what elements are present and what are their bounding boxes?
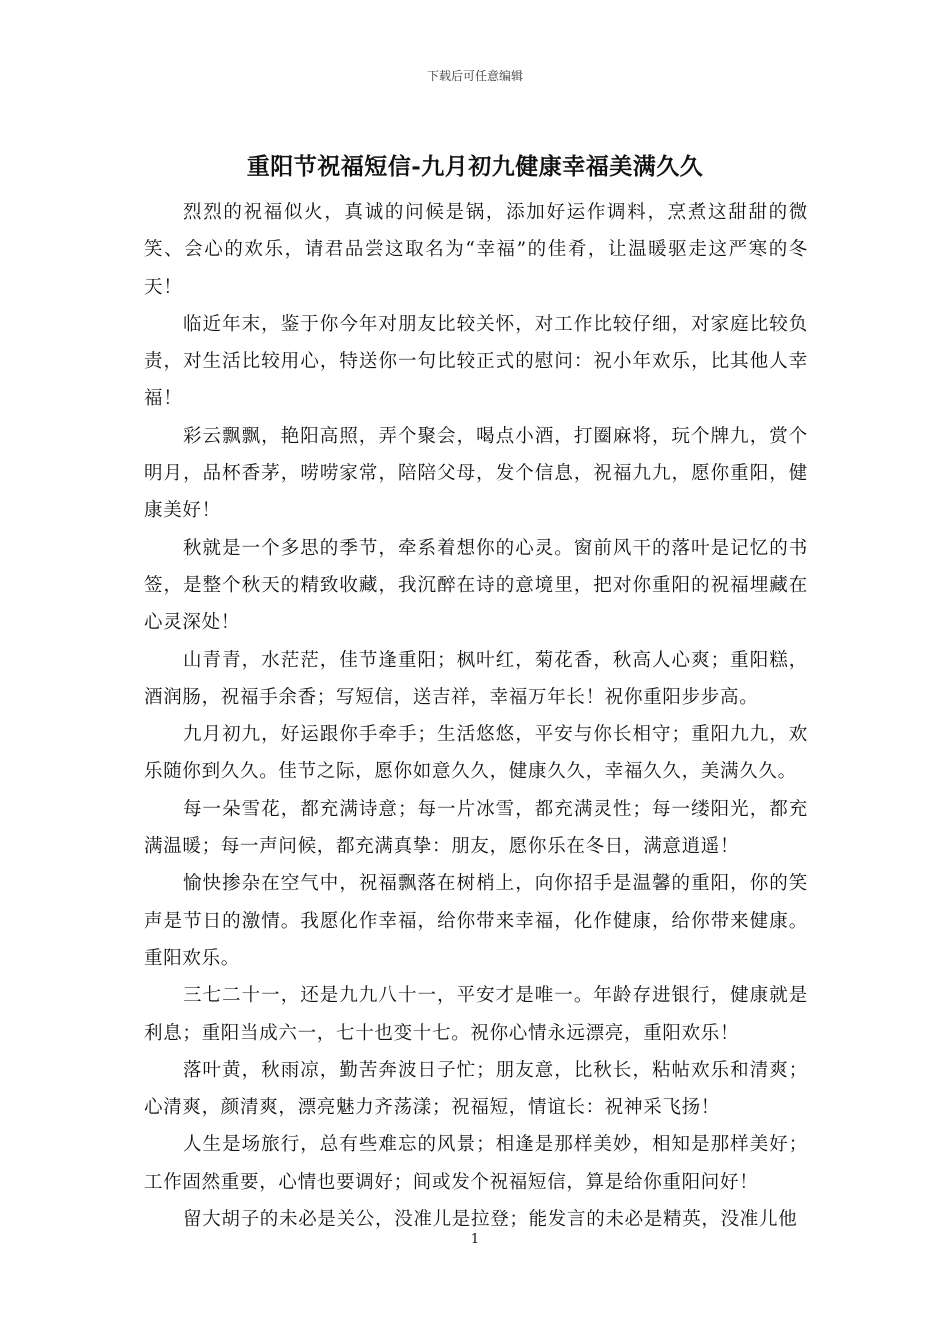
paragraph-9: 三七二十一，还是九九八十一，平安才是唯一。年龄存进银行，健康就是利息；重阳当成六一，七十也变十七。祝你心情永远漂亮，重阳欢乐！ [144,985,808,1044]
paragraph-5: 山青青，水茫茫，佳节逢重阳；枫叶红，菊花香，秋高人心爽；重阳糕，酒润肠，祝福手余香；写短信，送吉祥，幸福万年长！祝你重阳步步高。 [144,649,808,708]
paragraph-10: 落叶黄，秋雨凉，勤苦奔波日子忙；朋友意，比秋长，粘帖欢乐和清爽；心清爽，颜清爽，漂亮魅力齐荡漾；祝福短，情谊长：祝神采飞扬！ [144,1059,808,1119]
paragraph-12: 留大胡子的未必是关公，没准儿是拉登；能发言的未必是精英，没准儿他 [183,1209,798,1231]
paragraph-2: 临近年末，鉴于你今年对朋友比较关怀，对工作比较仔细，对家庭比较负责，对生活比较用心，特送你一句比较正式的慰问：祝小年欢乐，比其他人幸福！ [144,313,808,410]
paragraph-11: 人生是场旅行，总有些难忘的风景；相逢是那样美妙，相知是那样美好；工作固然重要，心情也要调好；间或发个祝福短信，算是给你重阳问好！ [144,1134,808,1193]
paragraph-7: 每一朵雪花，都充满诗意；每一片冰雪，都充满灵性；每一缕阳光，都充满温暖；每一声问候，都充满真挚：朋友，愿你乐在冬日，满意逍遥！ [144,798,808,858]
page-header: 下载后可任意编辑 [426,69,523,83]
paragraph-1: 烈烈的祝福似火，真诚的问候是锅，添加好运作调料，烹煮这甜甜的微笑、会心的欢乐，请君品尝这取名为“幸福”的佳肴，让温暖驱走这严寒的冬天！ [144,202,808,298]
document-body [144,194,808,1238]
page-number: 1 [470,1232,480,1247]
paragraph-3: 彩云飘飘，艳阳高照，弄个聚会，喝点小酒，打圈麻将，玩个牌九，赏个明月，品杯香茅，唠唠家常，陪陪父母，发个信息，祝福九九，愿你重阳，健康美好！ [144,425,808,522]
document-title: 重阳节祝福短信-九月初九健康幸福美满久久 [246,153,704,180]
paragraph-8: 愉快掺杂在空气中，祝福飘落在树梢上，向你招手是温馨的重阳，你的笑声是节日的激情。我愿化作幸福，给你带来幸福，化作健康，给你带来健康。重阳欢乐。 [144,873,808,969]
paragraph-6: 九月初九，好运跟你手牵手；生活悠悠，平安与你长相守；重阳九九，欢乐随你到久久。佳节之际，愿你如意久久，健康久久，幸福久久，美满久久。 [144,724,808,783]
paragraph-4: 秋就是一个多思的季节，牵系着想你的心灵。窗前风干的落叶是记忆的书签，是整个秋天的精致收藏，我沉醉在诗的意境里，把对你重阳的祝福埋藏在心灵深处！ [144,537,808,634]
